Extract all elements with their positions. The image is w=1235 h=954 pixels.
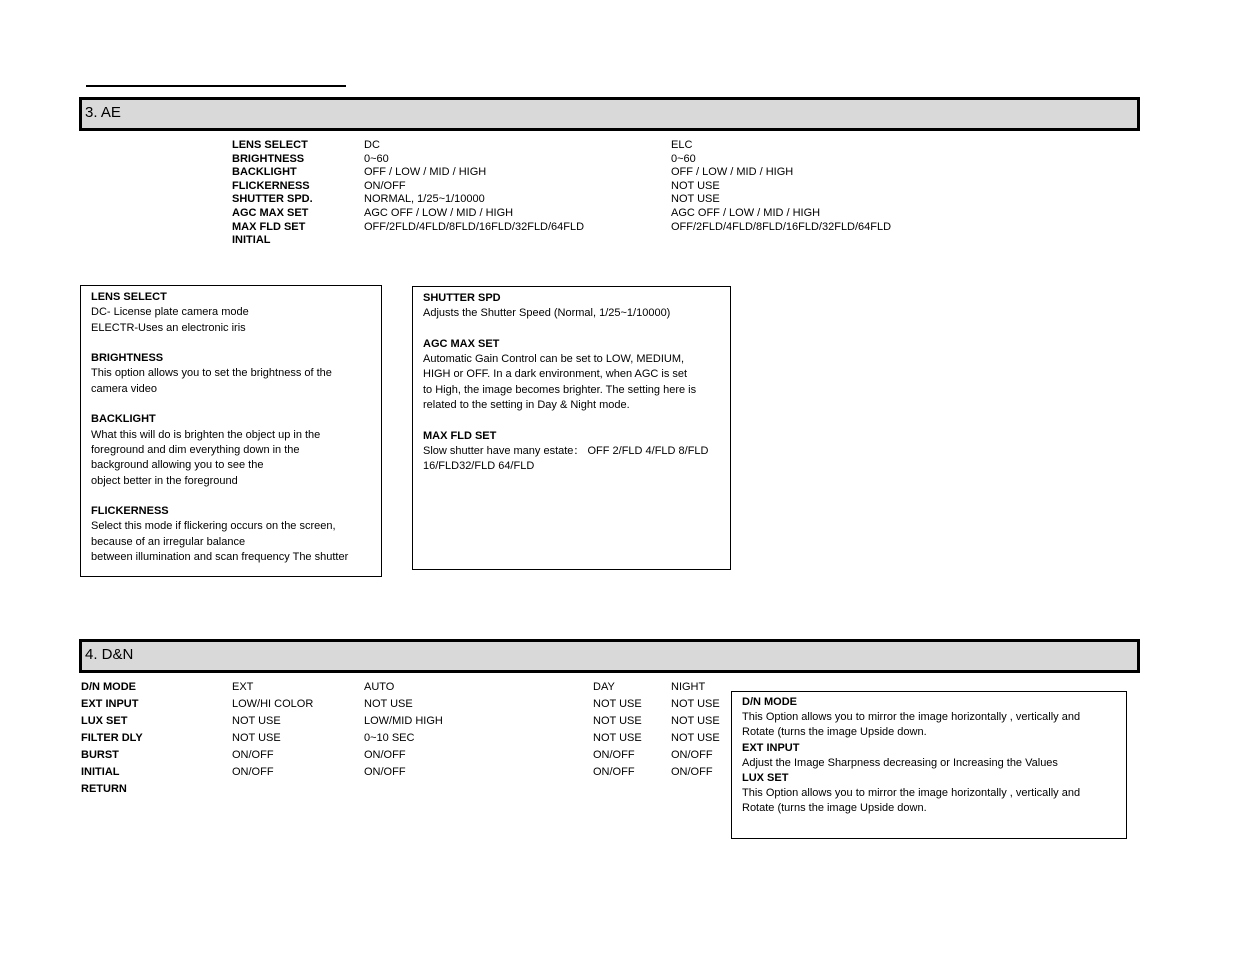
setting-name: INITIAL bbox=[81, 766, 120, 778]
setting-value-night: NOT USE bbox=[671, 732, 720, 744]
setting-value-elc: OFF / LOW / MID / HIGH bbox=[671, 166, 794, 179]
setting-value-night: NIGHT bbox=[671, 681, 706, 693]
desc-text: Rotate (turns the image Upside down. bbox=[742, 726, 927, 739]
desc-text: This option allows you to set the brightness of the bbox=[91, 367, 332, 380]
desc-text: background allowing you to see the bbox=[91, 459, 264, 472]
setting-value-dc: 0~60 bbox=[364, 152, 389, 165]
section-title: 4. D&N bbox=[85, 646, 134, 663]
desc-text: camera video bbox=[91, 382, 158, 395]
setting-value-night: NOT USE bbox=[671, 715, 720, 727]
desc-text: DC- License plate camera mode bbox=[91, 306, 249, 319]
setting-value-dc: OFF / LOW / MID / HIGH bbox=[364, 166, 487, 179]
setting-name: AGC MAX SET bbox=[232, 206, 309, 219]
desc-text: Slow shutter have many estate： OFF 2/FLD 4/FLD 8/FLD bbox=[423, 444, 709, 457]
setting-name: EXT INPUT bbox=[81, 698, 139, 710]
setting-value-ext: LOW/HI COLOR bbox=[232, 698, 314, 710]
setting-name: MAX FLD SET bbox=[232, 220, 306, 233]
setting-value-day: DAY bbox=[593, 681, 615, 693]
section-header-ae bbox=[79, 97, 1140, 131]
desc-text: object better in the foreground bbox=[91, 474, 238, 487]
setting-name: LENS SELECT bbox=[232, 139, 308, 151]
desc-text: between illumination and scan frequency The shutter bbox=[91, 551, 349, 564]
desc-heading: FLICKERNESS bbox=[91, 505, 169, 518]
desc-text: ELECTR-Uses an electronic iris bbox=[91, 321, 246, 334]
desc-text: HIGH or OFF. In a dark environment, when AGC is set bbox=[423, 368, 688, 381]
setting-value-auto: AUTO bbox=[364, 681, 395, 693]
section-header-dn bbox=[79, 639, 1140, 673]
desc-heading: EXT INPUT bbox=[742, 741, 800, 754]
setting-value-dc: ON/OFF bbox=[364, 179, 406, 192]
top-rule bbox=[86, 85, 346, 87]
setting-value-ext: EXT bbox=[232, 681, 254, 693]
section-title: 3. AE bbox=[85, 104, 121, 121]
desc-heading: D/N MODE bbox=[742, 696, 797, 708]
desc-text: foreground and dim everything down in the bbox=[91, 443, 300, 456]
setting-value-ext: ON/OFF bbox=[232, 766, 274, 778]
setting-value-dc: OFF/2FLD/4FLD/8FLD/16FLD/32FLD/64FLD bbox=[364, 220, 585, 233]
desc-heading: LENS SELECT bbox=[91, 291, 167, 303]
setting-value-day: ON/OFF bbox=[593, 749, 635, 761]
setting-value-night: ON/OFF bbox=[671, 749, 713, 761]
desc-text: This Option allows you to mirror the image horizontally , vertically and bbox=[742, 787, 1081, 800]
setting-value-elc: OFF/2FLD/4FLD/8FLD/16FLD/32FLD/64FLD bbox=[671, 220, 892, 233]
setting-value-ext: ON/OFF bbox=[232, 749, 274, 761]
setting-value-day: NOT USE bbox=[593, 732, 642, 744]
setting-name: BURST bbox=[81, 749, 119, 761]
setting-value-elc: NOT USE bbox=[671, 193, 720, 206]
dn-description-box bbox=[731, 691, 1127, 839]
desc-heading: MAX FLD SET bbox=[423, 429, 497, 442]
desc-text: This Option allows you to mirror the image horizontally , vertically and bbox=[742, 711, 1081, 724]
setting-value-elc: AGC OFF / LOW / MID / HIGH bbox=[671, 206, 821, 219]
desc-text: Select this mode if flickering occurs on the screen, bbox=[91, 520, 336, 533]
setting-value-dc: NORMAL, 1/25~1/10000 bbox=[364, 193, 485, 206]
setting-value-night: NOT USE bbox=[671, 698, 720, 710]
desc-text: to High, the image becomes brighter. The setting here is bbox=[423, 383, 697, 396]
desc-text: 16/FLD32/FLD 64/FLD bbox=[423, 460, 535, 473]
setting-value-elc: 0~60 bbox=[671, 152, 696, 165]
setting-name: D/N MODE bbox=[81, 681, 136, 693]
setting-name: FILTER DLY bbox=[81, 732, 143, 744]
ae-description-box-right bbox=[412, 286, 731, 570]
setting-value-day: NOT USE bbox=[593, 698, 642, 710]
setting-value-ext: NOT USE bbox=[232, 732, 281, 744]
desc-text: Adjust the Image Sharpness decreasing or Increasing the Values bbox=[742, 756, 1058, 769]
setting-value-auto: 0~10 SEC bbox=[364, 732, 415, 744]
desc-heading: BRIGHTNESS bbox=[91, 352, 164, 365]
setting-value-auto: ON/OFF bbox=[364, 749, 406, 761]
setting-name: LUX SET bbox=[81, 715, 128, 727]
setting-value-elc: NOT USE bbox=[671, 179, 720, 192]
desc-text: Rotate (turns the image Upside down. bbox=[742, 802, 927, 815]
ae-description-box-left bbox=[80, 285, 382, 577]
setting-value-dc: DC bbox=[364, 139, 380, 151]
desc-text: because of an irregular balance bbox=[91, 535, 246, 548]
desc-text: Adjusts the Shutter Speed (Normal, 1/25~1/10000) bbox=[423, 307, 671, 320]
desc-heading: BACKLIGHT bbox=[91, 413, 156, 426]
desc-heading: SHUTTER SPD bbox=[423, 292, 501, 304]
desc-heading: LUX SET bbox=[742, 772, 789, 785]
desc-heading: AGC MAX SET bbox=[423, 337, 500, 350]
setting-value-elc: ELC bbox=[671, 139, 693, 151]
setting-name: INITIAL bbox=[232, 234, 271, 247]
setting-value-ext: NOT USE bbox=[232, 715, 281, 727]
setting-name: BACKLIGHT bbox=[232, 166, 297, 179]
setting-name: FLICKERNESS bbox=[232, 179, 310, 192]
setting-value-dc: AGC OFF / LOW / MID / HIGH bbox=[364, 206, 514, 219]
desc-text: What this will do is brighten the object up in the bbox=[91, 428, 321, 441]
desc-text: Automatic Gain Control can be set to LOW, MEDIUM, bbox=[423, 353, 685, 366]
setting-name: BRIGHTNESS bbox=[232, 152, 305, 165]
setting-value-day: ON/OFF bbox=[593, 766, 635, 778]
setting-value-night: ON/OFF bbox=[671, 766, 713, 778]
setting-name: RETURN bbox=[81, 783, 127, 795]
setting-value-auto: NOT USE bbox=[364, 698, 413, 710]
desc-text: related to the setting in Day & Night mode. bbox=[423, 399, 630, 412]
setting-value-auto: ON/OFF bbox=[364, 766, 406, 778]
setting-value-auto: LOW/MID HIGH bbox=[364, 715, 443, 727]
setting-name: SHUTTER SPD. bbox=[232, 193, 313, 206]
setting-value-day: NOT USE bbox=[593, 715, 642, 727]
